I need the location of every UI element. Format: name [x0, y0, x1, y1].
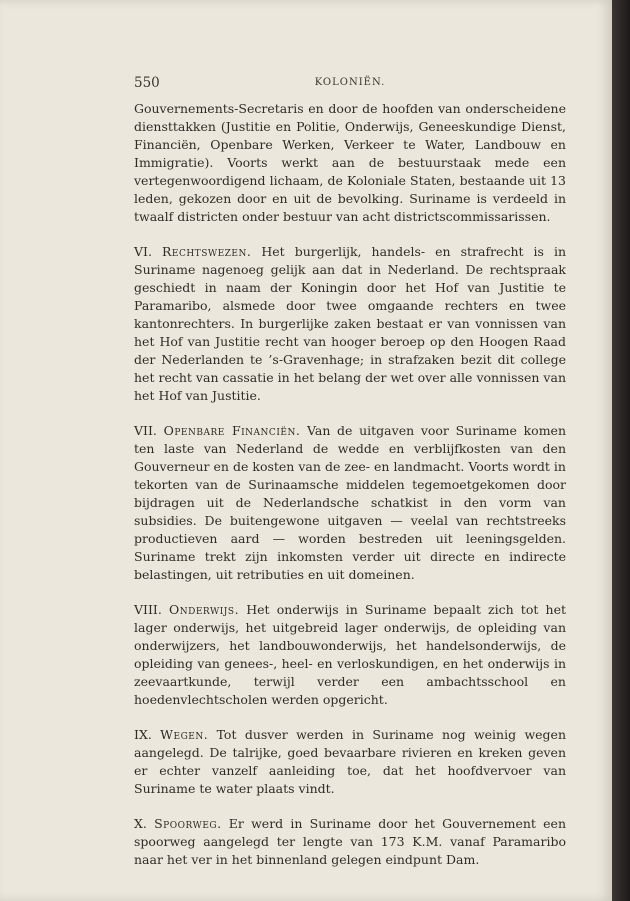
paragraph-text: Van de uitgaven voor Suriname komen ten laste van Nederland de wedde en verblijfkosten van den Gouverneur en de kosten van de zee- en landmacht. Voorts wordt in tekorten van de Surinaamsche middelen tegemoetgekomen door bijdragen uit de Nederlandsche schatkist in den vorm van subsidies. De buitengewone uitgaven — veelal van rechtstreeks productieven aard — worden bestreden uit leeningsgelden. Suriname trekt zijn inkomsten verder uit directe en indirecte belastingen, uit retributies en uit domeinen. — [134, 423, 566, 582]
running-head: KOLONIËN. — [314, 77, 386, 88]
paragraph-text: Tot dusver werden in Suriname nog weinig wegen aangelegd. De talrijke, goed bevaarbare rivieren en kreken geven er echter vanzelf aanleiding toe, dat het hoofdvervoer van Suriname te water plaats vindt. — [134, 727, 566, 796]
section-heading: Wegen. — [160, 727, 209, 742]
section-number: VI. — [134, 244, 152, 259]
paragraph-openbare-financien — [134, 422, 566, 584]
section-heading: Spoorweg. — [154, 816, 222, 831]
section-number: IX. — [134, 727, 152, 742]
paragraph-rechtswezen — [134, 243, 566, 405]
body-text — [134, 100, 566, 886]
section-heading: Rechtswezen. — [161, 244, 252, 259]
section-number: VIII. — [134, 602, 162, 617]
paragraph-wegen — [134, 726, 566, 798]
paragraph-onderwijs — [134, 601, 566, 709]
paragraph-text: Het onderwijs in Suriname bepaalt zich tot het lager onderwijs, het uitgebreid lager onderwijs, de opleiding van onderwijzers, het landbouwonderwijs, het handelsonderwijs, de opleiding van genees-, heel- en verloskundigen, en het onderwijs in zeevaartkunde, terwijl verder een ambachtsschool en hoedenvlechtscholen werden opgericht. — [134, 602, 566, 707]
section-number: X. — [134, 816, 147, 831]
page-header — [134, 75, 566, 93]
paragraph-intro — [134, 100, 566, 226]
book-binding-edge — [612, 0, 630, 901]
section-number: VII. — [134, 423, 157, 438]
paragraph-spoorweg — [134, 815, 566, 869]
paragraph-text: Het burgerlijk, handels- en strafrecht is in Suriname nagenoeg gelijk aan dat in Nederland. De rechtspraak geschiedt in naam der Koningin door het Hof van Justitie te Paramaribo, alsmede door twee omgaande rechters en twee kantonrechters. In burgerlijke zaken bestaat er van vonnissen van het Hof van Justitie recht van hooger beroep op den Hoogen Raad der Nederlanden te ’s-Gravenhage; in strafzaken bezit dit college het recht van cassatie in het belang der wet over alle vonnissen van het Hof van Justitie. — [134, 244, 566, 403]
paragraph-text: Er werd in Suriname door het Gouvernement een spoorweg aangelegd ter lengte van 173 K.M. vanaf Paramaribo naar het ver in het binnenland gelegen eindpunt Dam. — [134, 816, 566, 867]
section-heading: Onderwijs. — [169, 602, 240, 617]
page-number: 550 — [134, 75, 160, 91]
section-heading: Openbare Financiën. — [163, 423, 301, 438]
paragraph-text: Gouvernements-Secretaris en door de hoofden van onderscheidene diensttakken (Justitie en Politie, Onderwijs, Geneeskundige Dienst, Financiën, Openbare Werken, Verkeer te Water, Landbouw en Immigratie). Voorts werkt aan de bestuurstaak mede een vertegenwoordigend lichaam, de Koloniale Staten, bestaande uit 13 leden, gekozen door en uit de bevolking. Suriname is verdeeld in twaalf districten onder bestuur van acht districtscommissarissen. — [134, 101, 566, 224]
